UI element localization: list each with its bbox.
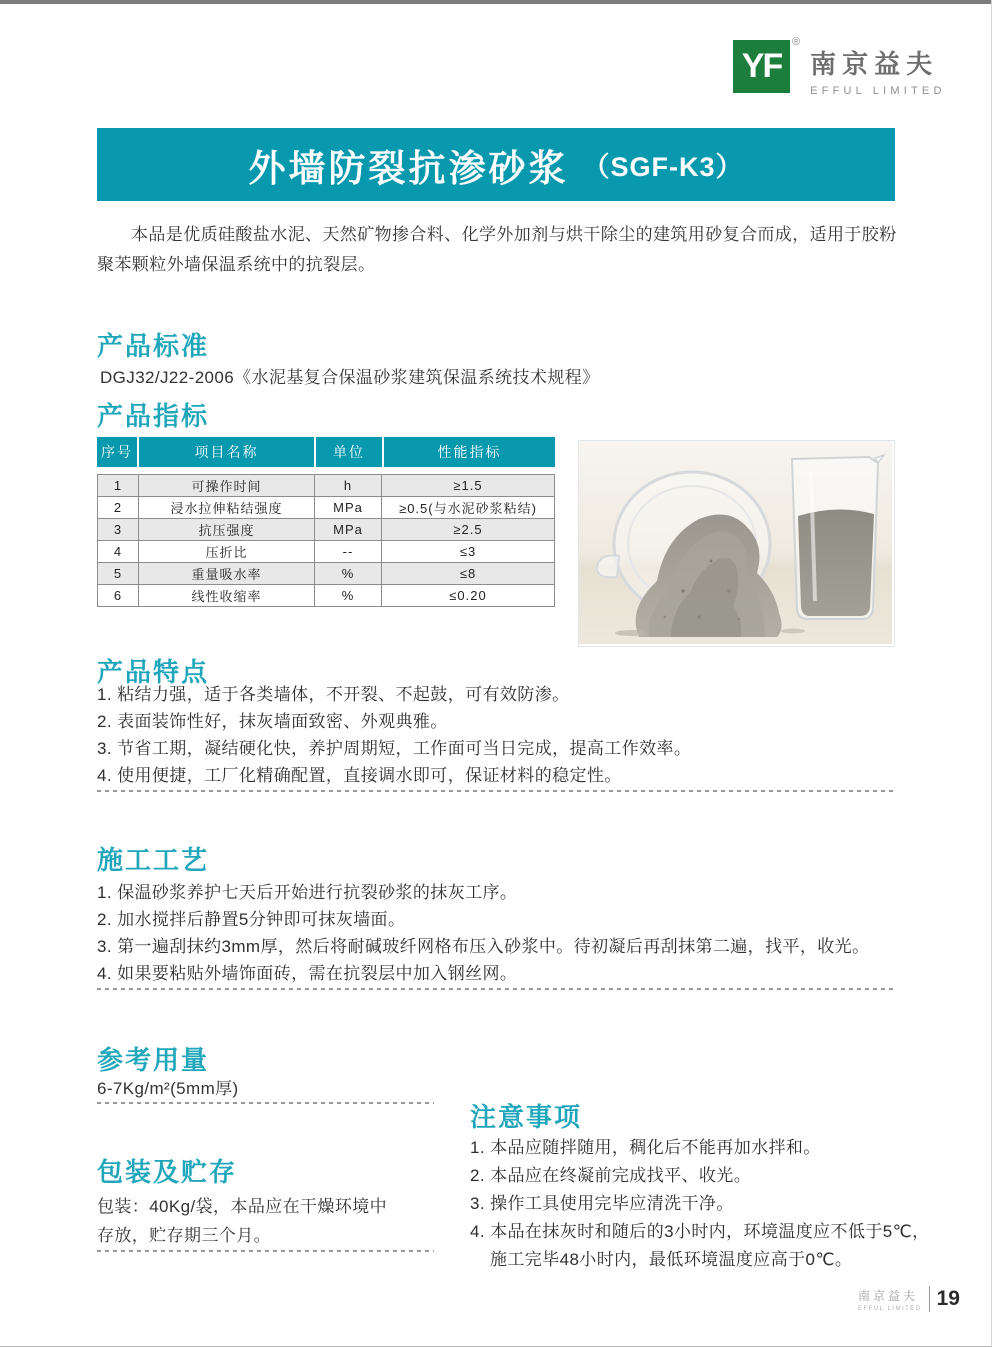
cell-name: 压折比 [139,541,315,562]
cell-unit: % [315,585,382,606]
heading-packaging: 包装及贮存 [97,1157,238,1187]
note-item: 1. 本品应随拌随用，稠化后不能再加水拌和。 [470,1138,821,1157]
cell-value: ≥1.5 [453,478,483,493]
process-item: 2. 加水搅拌后静置5分钟即可抹灰墙面。 [97,910,406,929]
section-divider [97,1102,434,1104]
cell-unit: % [315,563,382,584]
yf-logo-icon: YF [733,40,790,93]
cell-name: 浸水拉伸粘结强度 [139,497,315,518]
cell-value: ≤8 [459,566,477,581]
heading-notes: 注意事项 [470,1102,583,1132]
heading-features: 产品特点 [97,657,210,687]
top-gray-bar [0,0,991,4]
table-row [98,585,554,606]
section-divider [97,790,895,792]
cell-value: ≤0.20 [449,588,487,603]
cell-name: 重量吸水率 [139,563,315,584]
product-model: （SGF-K3） [582,152,744,182]
process-item: 4. 如果要粘贴外墙饰面砖，需在抗裂层中加入钢丝网。 [97,964,518,983]
company-name-en: EFFUL LIMITED [810,85,946,97]
heading-process: 施工工艺 [97,845,210,875]
table-row [98,519,554,541]
process-item: 3. 第一遍刮抹约3mm厚，然后将耐碱玻纤网格布压入砂浆中。待初凝后再刮抹第二遍，找平，收光。 [97,937,870,956]
note-item: 2. 本品应在终凝前完成找平、收光。 [470,1166,752,1185]
feature-item: 2. 表面装饰性好，抹灰墙面致密、外观典雅。 [97,712,448,731]
cell-no: 2 [98,497,139,518]
note-item: 3. 操作工具使用完毕应清洗干净。 [470,1194,734,1213]
note-item: 4. 本品在抹灰时和随后的3小时内，环境温度应不低于5℃， [470,1222,930,1241]
cell-value: ≤3 [459,544,477,559]
table-row [98,475,554,497]
footer-logo [858,1287,922,1312]
cell-name: 线性收缩率 [139,585,315,606]
footer-company-en: EFFUL LIMITED [858,1305,922,1312]
product-title: 外墙防裂抗渗砂浆 [248,147,569,189]
col-header-unit: 单位 [316,437,382,467]
company-name-cn: 南京益夫 [810,49,939,79]
product-intro: 本品是优质硅酸盐水泥、天然矿物掺合料、化学外加剂与烘干除尘的建筑用砂复合而成，适用于胶粉聚苯颗粒外墙保温系统中的抗裂层。 [97,225,897,274]
cell-name: 可操作时间 [139,475,315,496]
col-header-no: 序号 [97,437,137,467]
page-footer [858,1286,960,1312]
table-row [98,563,554,585]
section-divider [97,1250,434,1252]
cell-unit: MPa [315,497,382,518]
cell-no: 4 [98,541,139,562]
feature-item: 4. 使用便捷，工厂化精确配置，直接调水即可，保证材料的稳定性。 [97,766,622,785]
cell-name: 抗压强度 [139,519,315,540]
cell-unit: MPa [315,519,382,540]
cell-unit: -- [315,541,382,562]
table-row [98,541,554,563]
section-divider [97,988,895,990]
heading-indicators: 产品指标 [97,401,210,431]
packaging-line: 存放，贮存期三个月。 [97,1226,271,1245]
feature-item: 1. 粘结力强，适于各类墙体，不开裂、不起鼓，可有效防渗。 [97,685,570,704]
indicators-table [97,437,555,607]
product-title-banner [97,128,895,201]
table-header-row [97,437,555,467]
table-body [97,474,555,607]
cell-no: 3 [98,519,139,540]
footer-divider [929,1286,930,1312]
registered-mark: ® [792,36,801,48]
product-photo [578,440,895,647]
logo-text [810,44,945,97]
page-number: 19 [936,1287,960,1310]
cell-value: ≥2.5 [453,522,483,537]
table-row [98,497,554,519]
packaging-line: 包装：40Kg/袋，本品应在干燥环境中 [97,1197,388,1216]
process-item: 1. 保温砂浆养护七天后开始进行抗裂砂浆的抹灰工序。 [97,883,518,902]
heading-dosage: 参考用量 [97,1045,210,1075]
note-item-continuation: 施工完毕48小时内，最低环境温度应高于0℃。 [490,1250,853,1269]
cell-no: 5 [98,563,139,584]
col-header-name: 项目名称 [139,437,314,467]
heading-standard: 产品标准 [97,331,210,361]
cell-no: 6 [98,585,139,606]
feature-item: 3. 节省工期，凝结硬化快，养护周期短，工作面可当日完成，提高工作效率。 [97,739,692,758]
standard-text: DGJ32/J22-2006《水泥基复合保温砂浆建筑保温系统技术规程》 [100,368,600,387]
cell-no: 1 [98,475,139,496]
cell-value: ≥0.5(与水泥砂浆粘结) [399,501,537,516]
dosage-text: 6-7Kg/m²(5mm厚) [97,1079,239,1098]
col-header-value: 性能指标 [384,437,555,467]
cell-unit: h [315,475,382,496]
footer-company-cn: 南京益夫 [858,1288,919,1303]
company-logo [733,36,946,97]
